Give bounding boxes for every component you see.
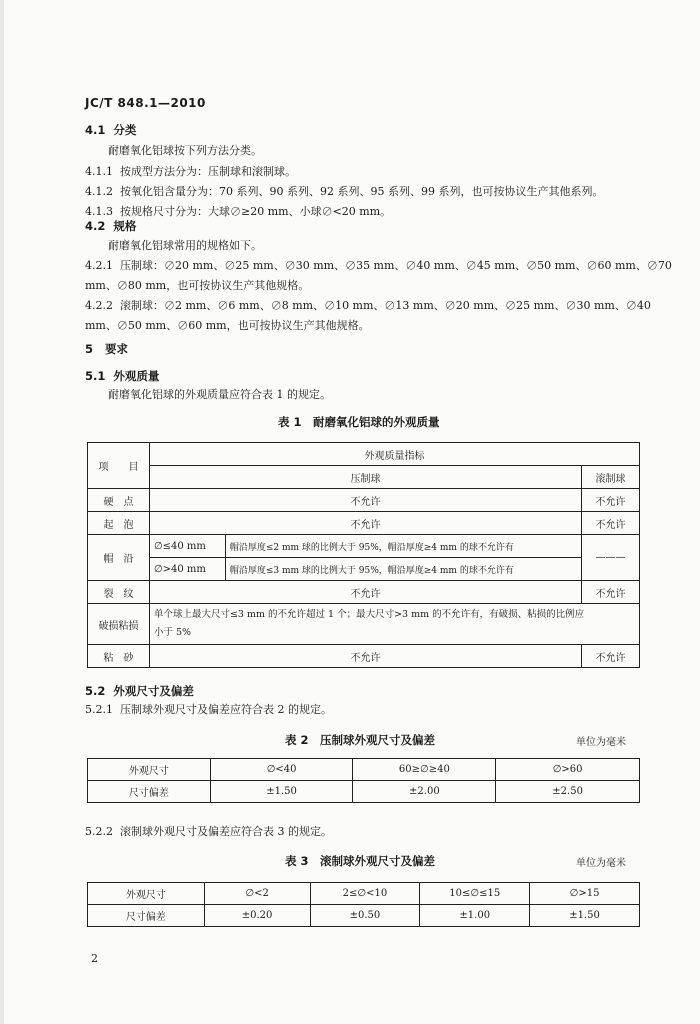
table-3-unit: 单位为毫米 (576, 858, 626, 869)
table-1 (87, 442, 640, 668)
standard-header: JC/T 848.1—2010 (85, 96, 206, 110)
clause-4-2-1: 4.2.1 压制球：∅20 mm、∅25 mm、∅30 mm、∅35 mm、∅40 mm、∅45 mm、∅50 mm、∅60 mm、∅70 (85, 259, 672, 272)
section-4-2-heading: 4.2 规格 (85, 219, 137, 233)
page-number: 2 (91, 952, 98, 965)
table-row: 外观尺寸 ∅<40 60≥∅≥40 ∅>60 (88, 759, 640, 781)
section-5-1-text: 耐磨氧化铝球的外观质量应符合表 1 的规定。 (108, 388, 331, 401)
section-4-2-intro: 耐磨氧化铝球常用的规格如下。 (108, 239, 262, 252)
table-1-caption: 表 1 耐磨氧化铝球的外观质量 (278, 415, 440, 429)
clause-4-2-2-cont: mm、∅50 mm、∅60 mm，也可按协议生产其他规格。 (85, 319, 370, 332)
scan-edge (0, 0, 4, 1024)
table-row: 破损粘损 单个球上最大尺寸≤3 mm 的不允许超过 1 个；最大尺寸>3 mm 的不允许有，有破损、粘损的比例应 小于 5% (88, 604, 640, 645)
table-row: 帽 沿 ∅≤40 mm 帽沿厚度≤2 mm 球的比例大于 95%，帽沿厚度≥4 mm 的球不允许有 ——— (88, 535, 640, 558)
section-5-1-heading: 5.1 外观质量 (85, 369, 160, 383)
table-1-header-group: 外观质量指标 (149, 443, 639, 466)
clause-4-1-1: 4.1.1 按成型方法分为：压制球和滚制球。 (85, 165, 296, 178)
clause-5-2-1: 5.2.1 压制球外观尺寸及偏差应符合表 2 的规定。 (85, 703, 332, 716)
table-3 (87, 882, 640, 927)
section-5-heading: 5 要求 (85, 342, 129, 356)
clause-4-1-2: 4.1.2 按氧化铝含量分为：70 系列、90 系列、92 系列、95 系列、99 系列，也可按协议生产其他系列。 (85, 185, 604, 198)
clause-4-1-3: 4.1.3 按规格尺寸分为：大球∅≥20 mm、小球∅<20 mm。 (85, 205, 392, 218)
table-2-caption: 表 2 压制球外观尺寸及偏差 (285, 733, 436, 747)
section-5-2-heading: 5.2 外观尺寸及偏差 (85, 684, 194, 698)
section-4-1-heading: 4.1 分类 (85, 123, 137, 137)
table-row: 外观尺寸 ∅<2 2≤∅<10 10≤∅≤15 ∅>15 (88, 883, 640, 905)
table-1-header-item: 项 目 (88, 443, 150, 489)
table-2-unit: 单位为毫米 (576, 737, 626, 748)
clause-4-2-2: 4.2.2 滚制球：∅2 mm、∅6 mm、∅8 mm、∅10 mm、∅13 mm、∅20 mm、∅25 mm、∅30 mm、∅40 (85, 299, 651, 312)
section-4-1-intro: 耐磨氧化铝球按下列方法分类。 (108, 144, 262, 157)
table-3-caption: 表 3 滚制球外观尺寸及偏差 (285, 854, 436, 868)
table-2 (87, 758, 640, 803)
table-row: 尺寸偏差 ±1.50 ±2.00 ±2.50 (88, 781, 640, 803)
table-row: 起 泡 不允许 不允许 (88, 512, 640, 535)
table-1-header-roll: 滚制球 (582, 466, 640, 489)
clause-5-2-2: 5.2.2 滚制球外观尺寸及偏差应符合表 3 的规定。 (85, 825, 332, 838)
clause-4-2-1-cont: mm、∅80 mm，也可按协议生产其他规格。 (85, 279, 310, 292)
table-row: 裂 纹 不允许 不允许 (88, 581, 640, 604)
table-row: 尺寸偏差 ±0.20 ±0.50 ±1.00 ±1.50 (88, 905, 640, 927)
table-1-header-press: 压制球 (149, 466, 581, 489)
table-row: 粘 砂 不允许 不允许 (88, 645, 640, 668)
table-row: 硬 点 不允许 不允许 (88, 489, 640, 512)
table-row: ∅>40 mm 帽沿厚度≤3 mm 球的比例大于 95%，帽沿厚度≥4 mm 的球不允许有 (88, 558, 640, 581)
